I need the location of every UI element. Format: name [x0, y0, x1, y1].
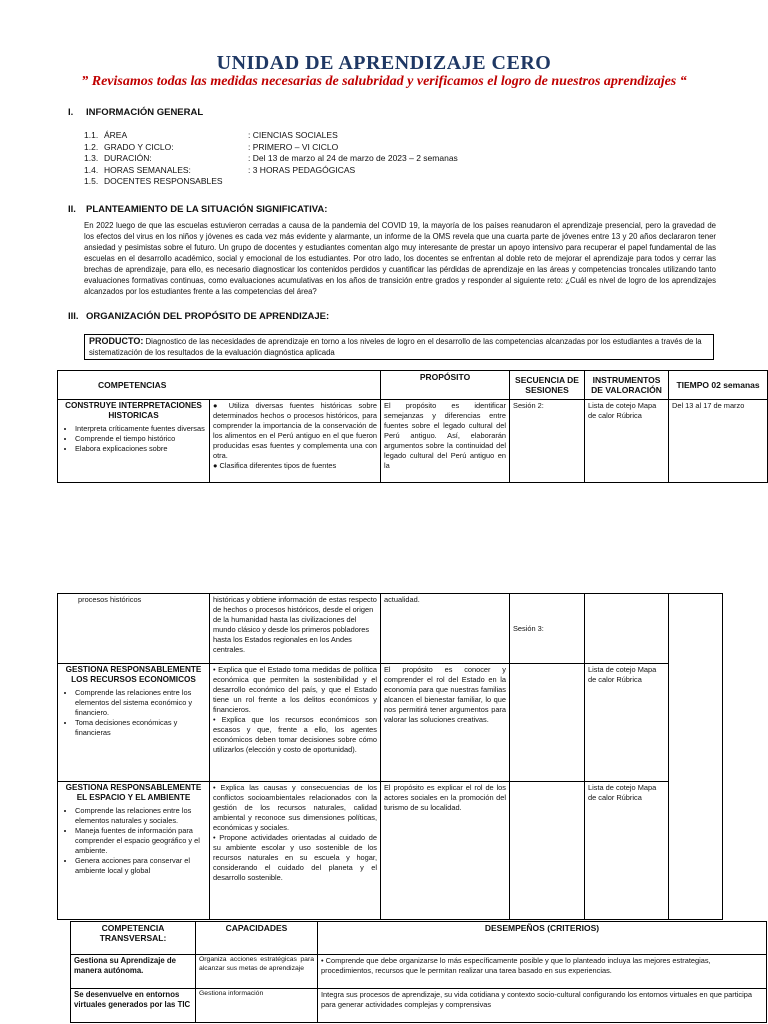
- tiempo-cell: [669, 594, 723, 920]
- product-label: PRODUCTO:: [89, 336, 144, 346]
- desempeno-text: Clasifica diferentes tipos de fuentes: [219, 461, 337, 470]
- competencia-title: CONSTRUYE INTERPRETACIONES HISTORICAS: [65, 401, 202, 420]
- info-key: HORAS SEMANALES:: [104, 164, 191, 175]
- desempeno-cell: históricas y obtiene información de estas respecto de hechos o procesos históricos, desde el origen de la humanidad hasta las civilizaciones del mundo clásico y desde los primeros pobladores hasta los Estados regionales en los Andes centrales.: [210, 594, 381, 664]
- desempeno-item: ● Clasifica diferentes tipos de fuentes: [213, 461, 337, 470]
- competencia-list: [61, 424, 206, 454]
- table-row: [58, 664, 723, 782]
- header-secuencia: SECUENCIA DE SESIONES: [510, 371, 585, 400]
- proposito-cell: El propósito es explicar el rol de los actores sociales en la promoción del turismo de su localidad.: [381, 782, 510, 920]
- transversal-table: [70, 921, 767, 1023]
- info-key: DOCENTES RESPONSABLES: [104, 176, 223, 186]
- table-header-row: [71, 922, 767, 955]
- info-value: : CIENCIAS SOCIALES: [248, 130, 338, 140]
- table-header-row: [58, 371, 768, 400]
- info-number: 1.1.: [84, 130, 99, 140]
- table-row: [58, 594, 723, 664]
- competencia-cell: [58, 664, 210, 782]
- competencia-cell: procesos históricos: [58, 594, 210, 664]
- table-row: [71, 955, 767, 989]
- desempeno-cell: [210, 664, 381, 782]
- instrumentos-cell: Lista de cotejo Mapa de calor Rúbrica: [585, 782, 669, 920]
- document-title: UNIDAD DE APRENDIZAJE CERO: [216, 52, 552, 74]
- info-number: 1.5.: [84, 176, 99, 186]
- competencia-cell: Gestiona su Aprendizaje de manera autónoma.: [71, 955, 196, 989]
- info-key: ÁREA: [104, 130, 128, 140]
- desempeno-text: Explica las causas y consecuencias de los conflictos socioambientales relacionados con la gestión de los recursos naturales, calidad ambiental y reconoce sus dimensiones políticas, económicas y sociales.: [213, 783, 377, 832]
- info-value: : Del 13 de marzo al 24 de marzo de 2023 – 2 semanas: [248, 153, 458, 163]
- table-row: [71, 989, 767, 1023]
- list-item: • Comprende las relaciones entre los elementos naturales y sociales.: [75, 806, 206, 826]
- capacidad-cell: Gestiona información: [196, 989, 318, 1023]
- list-item: • Elabora explicaciones sobre: [75, 444, 206, 454]
- document-subtitle: ” Revisamos todas las medidas necesarias de salubridad y verificamos el logro de nuestros aprendizajes “: [81, 74, 687, 89]
- purpose-table-continued: [57, 593, 723, 920]
- instrumentos-cell: Lista de cotejo Mapa de calor Rúbrica: [585, 664, 669, 782]
- sesion-cell: Sesión 2:: [510, 400, 585, 483]
- info-row-area: [84, 130, 458, 142]
- table-row: [58, 400, 768, 483]
- header-proposito: PROPÓSITO: [381, 371, 510, 400]
- desempeno-cell: • Comprende que debe organizarse lo más específicamente posible y que lo planteado incluya las mejores estrategias, procedimientos, recursos que le permitan realizar una tarea basado en sus experiencias.: [318, 955, 767, 989]
- competencia-cell: Se desenvuelve en entornos virtuales generados por las TIC: [71, 989, 196, 1023]
- section-2-number: II.: [68, 204, 76, 215]
- competencia-cell: [58, 782, 210, 920]
- instrumentos-cell: Lista de cotejo Mapa de calor Rúbrica: [585, 400, 669, 483]
- desempeno-text: Explica que el Estado toma medidas de política económica que permiten la sostenibilidad y el desarrollo económico del país, y que el Estado tiene un rol frente a los delitos económicos y financieros.: [213, 665, 377, 714]
- tiempo-cell: Del 13 al 17 de marzo: [669, 400, 768, 483]
- info-value: : PRIMERO – VI CICLO: [248, 141, 339, 152]
- list-item: • Interpreta críticamente fuentes diversas: [75, 424, 206, 434]
- proposito-cell: El propósito es conocer y comprender el rol del Estado en la economía para que nuestras familias alcancen el bienestar familiar, lo que nos permitirá tener argumentos para valorar las soluciones creativas.: [381, 664, 510, 782]
- info-number: 1.4.: [84, 164, 99, 175]
- sesion-cell: Sesión 3:: [510, 594, 585, 664]
- competencia-cell: [58, 400, 210, 483]
- info-value: : 3 HORAS PEDAGÓGICAS: [248, 164, 356, 175]
- general-info-list: [84, 130, 458, 188]
- list-item: • Maneja fuentes de información para comprender el espacio geográfico y el ambiente.: [75, 826, 206, 856]
- table-row: [58, 782, 723, 920]
- desempeno-cell: [210, 782, 381, 920]
- section-2-heading: [68, 204, 327, 215]
- header-tiempo: TIEMPO 02 semanas: [669, 371, 768, 400]
- header-desempenos: DESEMPEÑOS (CRITERIOS): [318, 922, 767, 955]
- section-3-title: ORGANIZACIÓN DEL PROPÓSITO DE APRENDIZAJE:: [86, 311, 330, 322]
- proposito-cell: El propósito es identificar semejanzas y diferencias entre fuentes sobre el legado cultural del Perú antiguo. Así, elaborarán argumentos sobre la continuidad del legado cultural del Perú antiguo en la: [381, 400, 510, 483]
- section-3-number: III.: [68, 311, 79, 322]
- desempeno-text: Explica que los recursos económicos son escasos y que, frente a ello, los agentes económicos deben tomar decisiones sobre cómo utilizarlos (elección y costo de oportunidad).: [213, 715, 377, 754]
- product-text: Diagnostico de las necesidades de aprendizaje en torno a los niveles de logro en el desarrollo de las competencias alcanzadas por los estudiantes a través de la sistematización de los resultados de la evaluación diagnóstica aplicada: [89, 337, 702, 357]
- section-2-title: PLANTEAMIENTO DE LA SITUACIÓN SIGNIFICATIVA:: [86, 204, 328, 215]
- info-row-grado: [84, 142, 458, 154]
- section-1-number: I.: [68, 107, 74, 118]
- capacidad-cell: Organiza acciones estratégicas para alcanzar sus metas de aprendizaje: [196, 955, 318, 989]
- section-3-heading: [68, 311, 329, 322]
- section-1-heading: [68, 107, 203, 118]
- info-row-docentes: [84, 176, 458, 188]
- list-item: • Comprende el tiempo histórico: [75, 434, 206, 444]
- header-instrumentos: INSTRUMENTOS DE VALORACIÓN: [585, 371, 669, 400]
- competencia-list: [61, 806, 206, 876]
- situation-paragraph: En 2022 luego de que las escuelas estuvieron cerradas a causa de la pandemia del COVID 19, la mayoría de los países reanudaron el aprendizaje presencial, pero la gravedad de los efectos del virus en los niños y jóvenes es cada vez más evidente y alarmante, un informe de la OMS revela que una cuarta parte de jóvenes entre 13 y 20 años declararon tener ansiedad y pesimistas sobre el futuro. Un grupo de docentes y estudiantes comentan algo muy interesante de prestar un apoyo intensivo para recuperar el papel fundamental de las escuelas en el desarrollo académico, social y emocional de los estudiantes. Por otro lado, los docentes se enfrentan al doble reto de mejorar el aprendizaje para todos y cerrar las brechas de aprendizaje, para ello, es necesario diagnosticar los contenidos perdidos y cuantificar las pérdidas de aprendizaje en las áreas y competencias troncales utilizando tanto evaluaciones formativas continuas, como evaluaciones acumulativas en los años de transición entre grados y responder al siguiente reto: ¿Cuál es nivel de logro de los aprendizajes alcanzados por los estudiantes frente a las competencias del área?: [84, 221, 716, 296]
- list-item: • Comprende las relaciones entre los elementos del sistema económico y financiero.: [75, 688, 206, 718]
- header-competencia-transversal: COMPETENCIA TRANSVERSAL:: [71, 922, 196, 955]
- info-key: DURACIÓN:: [104, 153, 152, 163]
- competencia-title: GESTIONA RESPONSABLEMENTE LOS RECURSOS ECONOMICOS: [65, 665, 202, 684]
- desempeno-text: Propone actividades orientadas al cuidado de su ambiente escolar y uso sostenible de los recursos naturales en su escuela y hogar, considerando el cuidado del planeta y el desarrollo sostenible.: [213, 833, 377, 882]
- product-box: [84, 334, 714, 360]
- desempeno-cell: [210, 400, 381, 483]
- competencia-list: [61, 688, 206, 738]
- header-capacidades: CAPACIDADES: [196, 922, 318, 955]
- desempeno-item: • Explica que el Estado toma medidas de política económica que permiten la sostenibilidad y el desarrollo económico del país, y que el Estado tiene un rol frente a los delitos económicos y financieros.: [213, 665, 377, 714]
- desempeno-cell: Integra sus procesos de aprendizaje, su vida cotidiana y contexto socio-cultural configurando los entornos virtuales en que participa para generar actividades complejas y comprensivas: [318, 989, 767, 1023]
- info-row-horas: [84, 165, 458, 177]
- info-row-duracion: [84, 153, 458, 165]
- info-number: 1.2.: [84, 141, 99, 152]
- sesion-cell: [510, 782, 585, 920]
- header-competencias: COMPETENCIAS: [58, 371, 381, 400]
- competencia-title: GESTIONA RESPONSABLEMENTE EL ESPACIO Y EL AMBIENTE: [65, 783, 202, 802]
- desempeno-text: Utiliza diversas fuentes históricas sobre determinados hechos o procesos históricos, para comprender la importancia de la conservación de los alimentos en el Perú antiguo en el que fueron producidas esas fuentes y complementa una con otra.: [213, 401, 378, 460]
- section-1-title: INFORMACIÓN GENERAL: [86, 107, 204, 118]
- info-key: GRADO Y CICLO:: [104, 141, 174, 152]
- desempeno-item: • Explica que los recursos económicos son escasos y que, frente a ello, los agentes económicos deben tomar decisiones sobre cómo utilizarlos (elección y costo de oportunidad).: [213, 715, 377, 754]
- list-item: • Toma decisiones económicas y financieras: [75, 718, 206, 738]
- purpose-table-top: [57, 370, 768, 483]
- proposito-cell: actualidad.: [381, 594, 510, 664]
- sesion-cell: [510, 664, 585, 782]
- desempeno-item: ● Utiliza diversas fuentes históricas sobre determinados hechos o procesos históricos, para comprender la importancia de la conservación de los alimentos en el Perú antiguo en el que fueron producidas esas fuentes y complementa una con otra.: [213, 401, 378, 460]
- info-number: 1.3.: [84, 153, 99, 163]
- desempeno-item: • Propone actividades orientadas al cuidado de su ambiente escolar y uso sostenible de los recursos naturales en su escuela y hogar, considerando el cuidado del planeta y el desarrollo sostenible.: [213, 833, 377, 882]
- instrumentos-cell: [585, 594, 669, 664]
- desempeno-item: • Explica las causas y consecuencias de los conflictos socioambientales relacionados con la gestión de los recursos naturales, calidad ambiental y reconoce sus dimensiones políticas, económicas y sociales.: [213, 783, 377, 832]
- list-item: • Genera acciones para conservar el ambiente local y global: [75, 856, 206, 876]
